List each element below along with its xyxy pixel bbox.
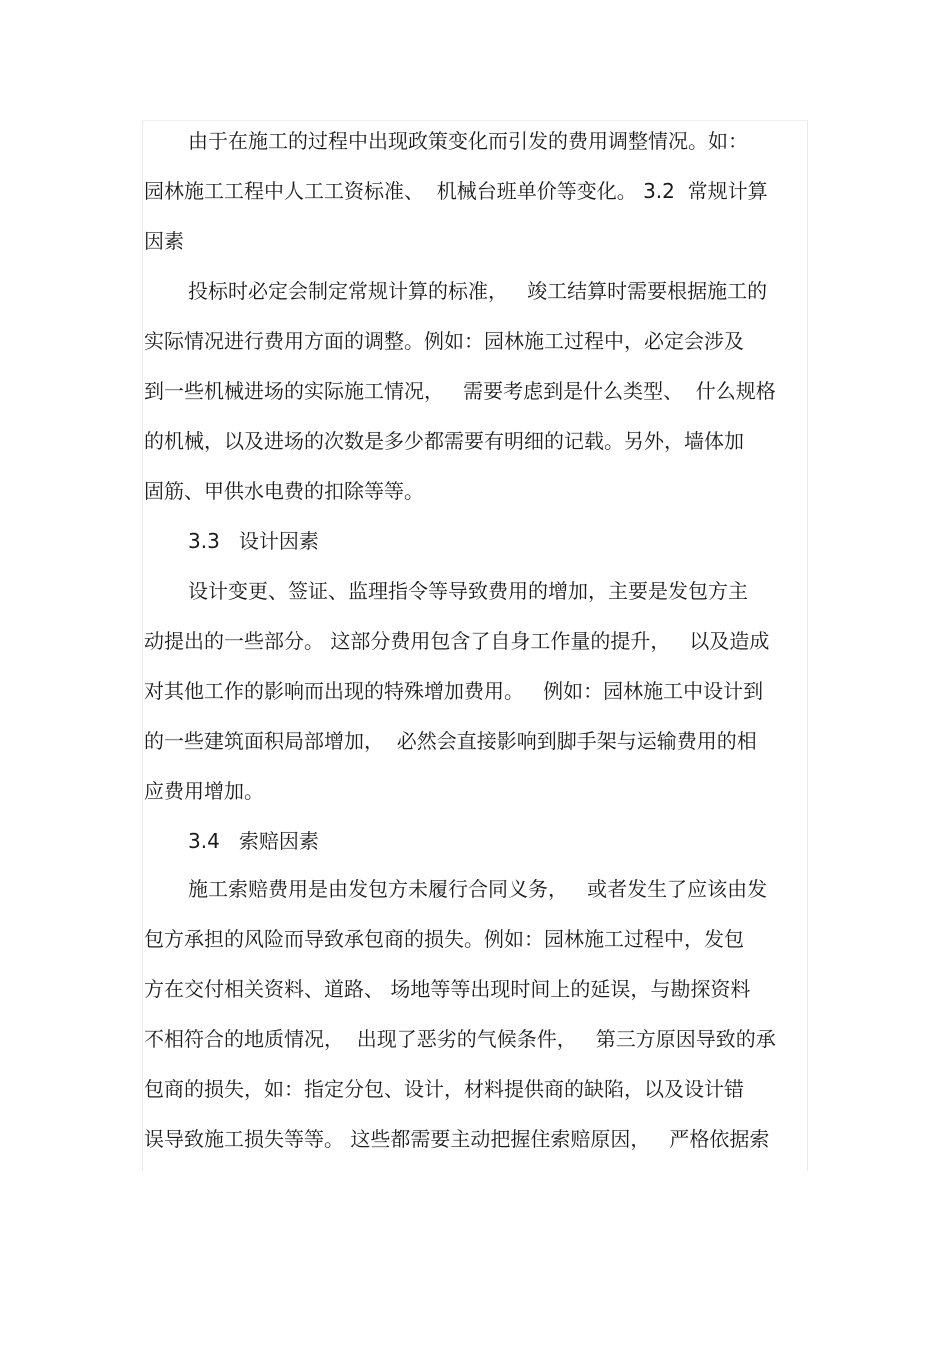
text-line: 包方承担的风险而导致承包商的损失。例如：园林施工过程中，发包: [144, 927, 744, 951]
section-heading: 3.3 设计因素: [188, 529, 319, 553]
text-line: 不相符合的地质情况， 出现了恶劣的气候条件， 第三方原因导致的承: [144, 1027, 776, 1051]
text-line: 应费用增加。: [144, 779, 264, 803]
text-line: 由于在施工的过程中出现政策变化而引发的费用调整情况。如：: [188, 129, 748, 153]
text-line: 误导致施工损失等等。 这些都需要主动把握住索赔原因， 严格依据索: [144, 1127, 770, 1151]
text-line: 因素: [144, 229, 184, 253]
text-line: 施工索赔费用是由发包方未履行合同义务， 或者发生了应该由发: [188, 877, 768, 901]
text-line: 投标时必定会制定常规计算的标准， 竣工结算时需要根据施工的: [188, 279, 768, 303]
text-line: 的一些建筑面积局部增加， 必然会直接影响到脚手架与运输费用的相: [144, 729, 757, 753]
text-line: 实际情况进行费用方面的调整。例如：园林施工过程中，必定会涉及: [144, 329, 744, 353]
text-line: 的机械，以及进场的次数是多少都需要有明细的记载。另外，墙体加: [144, 429, 744, 453]
text-line: 方在交付相关资料、道路、 场地等等出现时间上的延误，与勘探资料: [144, 977, 751, 1001]
text-line: 固筋、甲供水电费的扣除等等。: [144, 479, 424, 503]
text-line: 园林施工工程中人工工资标准、 机械台班单价等变化。 3.2 常规计算: [144, 179, 768, 203]
text-line: 设计变更、签证、监理指令等导致费用的增加，主要是发包方主: [188, 579, 748, 603]
text-line: 包商的损失，如：指定分包、设计，材料提供商的缺陷，以及设计错: [144, 1077, 744, 1101]
text-line: 到一些机械进场的实际施工情况， 需要考虑到是什么类型、 什么规格: [144, 379, 776, 403]
text-line: 对其他工作的影响而出现的特殊增加费用。 例如：园林施工中设计到: [144, 679, 764, 703]
text-line: 动提出的一些部分。 这部分费用包含了自身工作量的提升， 以及造成: [144, 629, 770, 653]
section-heading: 3.4 索赔因素: [188, 829, 319, 853]
